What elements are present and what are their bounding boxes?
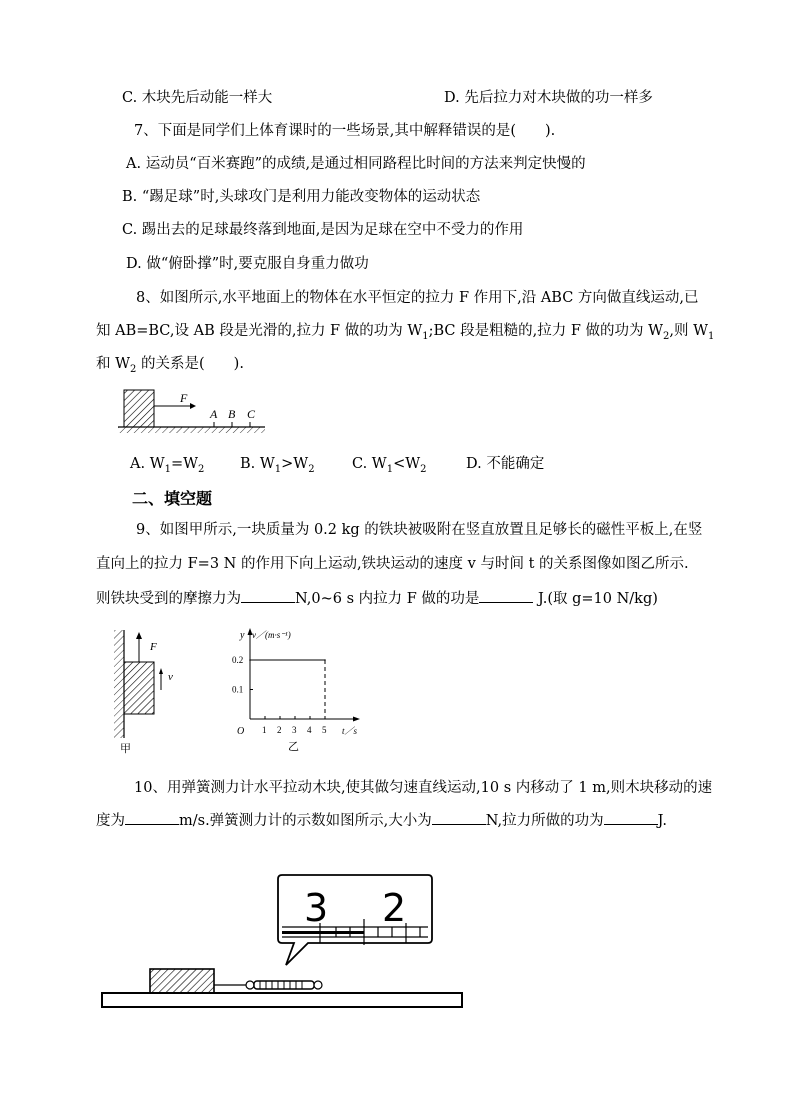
q8-option-d: D. 不能确定 <box>466 456 545 472</box>
x-tick-label: 1 <box>262 725 267 735</box>
q8-option-b: B. $W_1>W_2$ <box>240 456 315 475</box>
data-point <box>249 659 251 661</box>
x-tick-label: 5 <box>322 725 327 735</box>
point-c-label: C <box>247 407 256 421</box>
q6-option-d: D. 先后拉力对木块做的功一样多 <box>444 90 653 106</box>
q7-stem: 7、下面是同学们上体育课时的一些场景,其中解释错误的是( ). <box>134 123 556 139</box>
q8-line2: 知 AB=BC,设 AB 段是光滑的,拉力 F 做的功为 $W_1;BC$ 段是粗糙的,拉力 F 做的功为 $W_2$,则 $W_1$ <box>96 323 715 342</box>
force-arrowhead <box>190 403 196 409</box>
q8-figure <box>110 386 270 438</box>
x-tick-label: 2 <box>277 725 282 735</box>
answer-blank[interactable] <box>432 810 486 825</box>
caption-jia: 甲 <box>120 742 131 755</box>
table-surface <box>102 993 462 1007</box>
iron-block <box>124 662 154 714</box>
x-tick-label: 3 <box>292 725 297 735</box>
y-axis-name: y <box>240 630 245 641</box>
q7-option-a: A. 运动员“百米赛跑”的成绩,是通过相同路程比时间的方法来判定快慢的 <box>126 156 586 172</box>
data-point <box>324 659 326 661</box>
q9-figure-a <box>108 630 188 755</box>
q10-line1: 10、用弹簧测力计水平拉动木块,使其做匀速直线运动,10 s 内移动了 1 m,则木块移动的速 <box>134 780 713 796</box>
answer-blank[interactable] <box>604 810 658 825</box>
q7-option-b: B. “踢足球”时,头球攻门是利用力能改变物体的运动状态 <box>122 189 481 205</box>
q8-line3: 和 $W_2$ 的关系是( ). <box>96 356 244 375</box>
answer-blank[interactable] <box>479 588 533 603</box>
force-label: F <box>150 641 157 653</box>
q7-option-c: C. 踢出去的足球最终落到地面,是因为足球在空中不受力的作用 <box>122 222 524 238</box>
q9-line3: 则铁块受到的摩擦力为 N,0~6 s 内拉力 F 做的功是 J.(取 g=10 N/kg) <box>96 588 658 609</box>
q10-figure <box>98 855 468 1025</box>
scale-label-3: 3 <box>304 886 329 930</box>
origin-label: O <box>237 726 245 737</box>
velocity-label: v <box>168 671 173 683</box>
q10-line2: 度为 m/s.弹簧测力计的示数如图所示,大小为 N,拉力所做的功为 J. <box>96 810 667 831</box>
point-a-label: A <box>210 407 218 421</box>
magnetic-board <box>114 630 124 738</box>
q9-figure-b-chart <box>232 624 372 754</box>
y-tick-label: 0.2 <box>232 655 244 665</box>
ground-hatch <box>118 427 265 433</box>
q6-option-c: C. 木块先后动能一样大 <box>122 90 273 106</box>
q8-line1: 8、如图所示,水平地面上的物体在水平恒定的拉力 F 作用下,沿 ABC 方向做直线运动,已 <box>136 290 699 306</box>
force-arrowhead <box>136 632 142 639</box>
caption-yi: 乙 <box>288 740 299 753</box>
scale-label-2: 2 <box>382 886 407 930</box>
answer-blank[interactable] <box>241 588 295 603</box>
q8-option-c: C. $W_1<W_2$ <box>352 456 427 475</box>
q8-option-a: A. $W_1=W_2$ <box>130 456 205 475</box>
q9-line1: 9、如图甲所示,一块质量为 0.2 kg 的铁块被吸附在竖直放置且足够长的磁性平板上,在竖 <box>136 522 703 538</box>
block <box>124 390 154 427</box>
y-axis-label: v／(m·s⁻¹) <box>252 630 291 640</box>
y-tick-label: 0.1 <box>232 684 244 695</box>
spring-indicator <box>282 931 364 934</box>
x-axis-label: t／s <box>342 726 358 736</box>
section-title: 二、填空题 <box>132 489 213 508</box>
wooden-block <box>150 969 214 993</box>
callout-bubble <box>278 875 432 965</box>
answer-blank[interactable] <box>125 810 179 825</box>
q9-line2: 直向上的拉力 F=3 N 的作用下向上运动,铁块运动的速度 v 与时间 t 的关系图像如图乙所示. <box>96 556 689 572</box>
force-label: F <box>180 391 188 405</box>
q7-option-d: D. 做“俯卧撑”时,要克服自身重力做功 <box>126 256 369 272</box>
point-b-label: B <box>228 407 236 421</box>
x-tick-label: 4 <box>307 725 312 735</box>
